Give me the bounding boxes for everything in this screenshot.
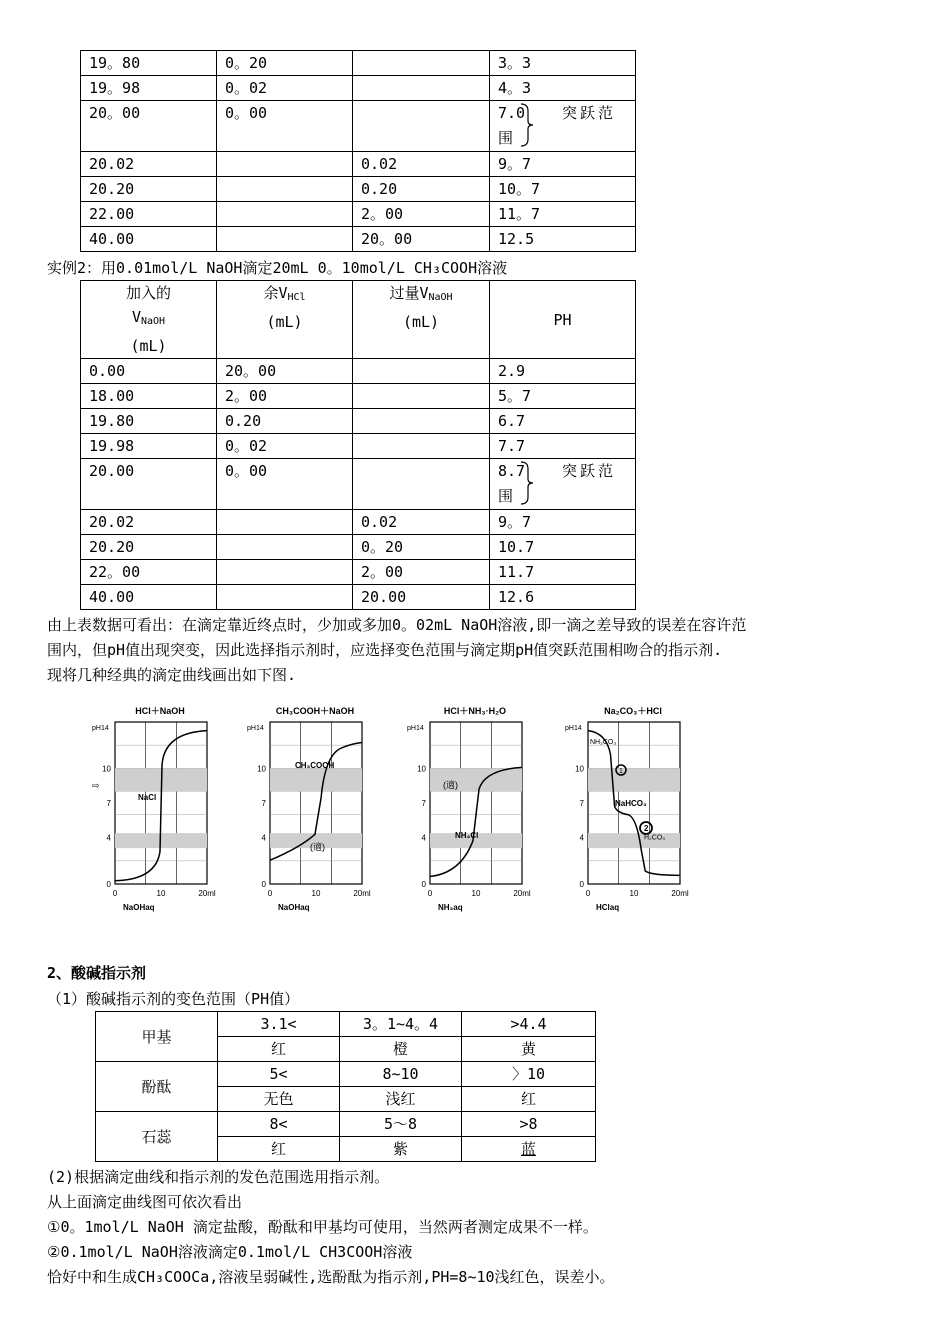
table-cell: [490, 101, 636, 152]
table-cell: 20.02: [81, 510, 217, 535]
paragraph-line-1: 由上表数据可看出：在滴定靠近终点时，少加或多加0。02mL NaOH溶液,即一滴之差导致的误差在容许范: [47, 616, 747, 634]
table-cell: 20。00: [81, 101, 217, 152]
color-cell: 红: [218, 1137, 340, 1162]
chart-title: HCl＋NH₃·H₂O: [443, 706, 507, 716]
chart-ylabel: pH14: [565, 725, 582, 732]
chart-title: Na₂CO₃＋HCl: [604, 706, 662, 716]
table-cell: 19.80: [81, 409, 217, 434]
table-row: [81, 51, 636, 76]
header-exc-v: 过量V: [389, 284, 429, 302]
table-cell: [217, 535, 353, 560]
color-cell: 浅红: [340, 1087, 462, 1112]
marker-2-label: 2: [644, 824, 649, 833]
table-cell: 0。02: [217, 434, 353, 459]
table-row: [81, 76, 636, 101]
ph-range-cell: 3。1~4。4: [340, 1012, 462, 1037]
x-tick-label: 20ml: [671, 889, 689, 898]
note-label: (適): [443, 780, 458, 790]
ph-range-cell: 5～8: [340, 1112, 462, 1137]
note-label: (適): [310, 842, 325, 852]
color-cell: 无色: [218, 1087, 340, 1112]
table-cell: 2。00: [353, 202, 490, 227]
table-cell: 20.02: [81, 152, 217, 177]
table-cell: 20.20: [81, 177, 217, 202]
product-label: NH₄Cl: [455, 831, 479, 840]
color-cell: 黄: [462, 1037, 596, 1062]
titration-table-2: [80, 280, 636, 610]
table-cell: 0。02: [217, 76, 353, 101]
y-tick-label: 10: [575, 764, 584, 774]
indicator-row: [96, 1012, 596, 1037]
x-tick-label: 0: [112, 889, 118, 898]
y-tick-label: 4: [421, 833, 426, 843]
indicator-name: 甲基: [96, 1012, 218, 1062]
chart-xlabel: NaOHaq: [123, 903, 155, 912]
line-b: ①0。1mol/L NaOH 滴定盐酸，酚酞和甲基均可使用，当然两者测定成果不一样。: [47, 1218, 598, 1236]
y-tick-label: 0: [421, 880, 426, 889]
table-cell: [217, 202, 353, 227]
table-cell: [217, 152, 353, 177]
y-tick-label: 10: [102, 764, 111, 774]
table-cell: 11。7: [490, 202, 636, 227]
table-cell: 0.20: [217, 409, 353, 434]
table-cell: 10。7: [490, 177, 636, 202]
titration-chart: [90, 700, 230, 924]
table-row: [81, 434, 636, 459]
table-cell: 0.02: [353, 152, 490, 177]
table-cell: [490, 459, 636, 510]
table-cell: [217, 227, 353, 252]
header-v: V: [131, 308, 141, 326]
header-v-sub: NaOH: [140, 316, 166, 327]
y-tick-label: 0: [261, 880, 266, 889]
table-cell: 0。20: [217, 51, 353, 76]
header-ph: PH: [490, 281, 636, 359]
table-row: [81, 535, 636, 560]
table-cell: 2.9: [490, 359, 636, 384]
ph-value: 7.0: [498, 104, 526, 122]
curve-group: [115, 731, 207, 881]
table-cell: 6.7: [490, 409, 636, 434]
table-row: [81, 227, 636, 252]
ph-range-cell: 8~10: [340, 1062, 462, 1087]
line-a: 从上面滴定曲线图可依次看出: [47, 1193, 243, 1211]
table-cell: 20。00: [217, 359, 353, 384]
indicator-table: [95, 1011, 596, 1162]
table-cell: 2。00: [353, 560, 490, 585]
table-cell: 22.00: [81, 202, 217, 227]
table-row: [81, 152, 636, 177]
y-tick-label: 4: [261, 833, 266, 843]
table-cell: 7.7: [490, 434, 636, 459]
chart-ylabel: pH14: [407, 725, 424, 732]
y-tick-label: 7: [579, 799, 584, 808]
table-row: [81, 585, 636, 610]
table-cell: [353, 384, 490, 409]
y-tick-label: 10: [257, 764, 266, 774]
table-cell: [353, 76, 490, 101]
table-cell: [353, 409, 490, 434]
table-row: [81, 359, 636, 384]
ph-value: 8.7: [498, 462, 526, 480]
table-cell: 20.00: [353, 585, 490, 610]
chart-ylabel: pH14: [92, 725, 109, 732]
header-added-line1: 加入的: [125, 284, 171, 302]
y-tick-label: 7: [261, 799, 266, 808]
table-cell: 12.5: [490, 227, 636, 252]
table-cell: 0。00: [217, 459, 353, 510]
section-title: 2、酸碱指示剂: [47, 964, 147, 982]
color-cell: 红: [462, 1087, 596, 1112]
table-row: [81, 177, 636, 202]
y-tick-label: 10: [417, 764, 426, 774]
phenolphthalein-band: [270, 768, 362, 791]
header-exc-sub: NaOH: [428, 292, 453, 303]
table-cell: 0。00: [217, 101, 353, 152]
table-cell: 0。20: [353, 535, 490, 560]
brace-icon: [520, 103, 534, 147]
indicator-row: [96, 1112, 596, 1137]
y-tick-label: 4: [106, 833, 111, 843]
table-cell: [353, 459, 490, 510]
x-tick-label: 10: [471, 889, 481, 898]
titration-table-1: [80, 50, 636, 252]
table-cell: [353, 51, 490, 76]
header-remaining: [217, 281, 353, 359]
titration-chart: [405, 700, 545, 924]
ph-range-cell: 8<: [218, 1112, 340, 1137]
table-cell: 20。00: [353, 227, 490, 252]
header-rem-sub: HCl: [287, 292, 306, 303]
table-cell: 19。80: [81, 51, 217, 76]
table-cell: 10.7: [490, 535, 636, 560]
product-label: CH₃COOH: [295, 761, 335, 770]
table-cell: 0.20: [353, 177, 490, 202]
chart-xlabel: NaOHaq: [278, 903, 310, 912]
table-row: [81, 510, 636, 535]
product-label: NaHCO₃: [615, 799, 647, 808]
product-label-3: H₂CO₃: [644, 834, 666, 842]
indicator-row: [96, 1062, 596, 1087]
header-unit: (mL): [130, 337, 167, 355]
y-tick-label: 7: [106, 799, 111, 808]
table-cell: 9。7: [490, 152, 636, 177]
x-tick-label: 0: [267, 889, 273, 898]
x-tick-label: 10: [629, 889, 639, 898]
subsection-1: （1）酸碱指示剂的变色范围（PH值）: [47, 990, 300, 1008]
phenolphthalein-band: [588, 768, 680, 791]
arrow-icon: ⇨: [92, 780, 100, 791]
table-cell: 9。7: [490, 510, 636, 535]
x-tick-label: 0: [427, 889, 433, 898]
table-cell: 12.6: [490, 585, 636, 610]
chart-title: CH₃COOH＋NaOH: [275, 706, 355, 716]
table-cell: 40.00: [81, 585, 217, 610]
table-cell: 22。00: [81, 560, 217, 585]
chart-xlabel: HClaq: [596, 903, 620, 912]
indicator-name: 酚酞: [96, 1062, 218, 1112]
x-tick-label: 20ml: [353, 889, 371, 898]
header-rem-unit: (mL): [266, 313, 303, 331]
table-cell: 5。7: [490, 384, 636, 409]
marker-1-label: 1: [619, 768, 623, 775]
ph-range-cell: 3.1<: [218, 1012, 340, 1037]
chart-xlabel: NH₃aq: [438, 903, 463, 912]
x-tick-label: 10: [311, 889, 321, 898]
table-cell: 20.00: [81, 459, 217, 510]
table-cell: 20.20: [81, 535, 217, 560]
table-cell: 3。3: [490, 51, 636, 76]
table-row: [81, 384, 636, 409]
titration-chart: [245, 700, 385, 924]
color-cell: 紫: [340, 1137, 462, 1162]
jump-range-label-2: 围: [498, 129, 514, 147]
paragraph-line-2: 围内，但pH值出现突变，因此选择指示剂时，应选择变色范围与滴定期pH值突跃范围相吻合的指示剂.: [47, 641, 723, 659]
table-cell: [353, 359, 490, 384]
table-cell: [353, 101, 490, 152]
table-header-row: [81, 281, 636, 359]
header-excess: [353, 281, 490, 359]
ph-range-cell: >4.4: [462, 1012, 596, 1037]
jump-range-label: 突跃范: [562, 462, 617, 480]
header-added: [81, 281, 217, 359]
table-cell: 4。3: [490, 76, 636, 101]
product-label: NaCl: [138, 793, 157, 802]
table-cell: 0.02: [353, 510, 490, 535]
paragraph-line-3: 现将几种经典的滴定曲线画出如下图.: [47, 666, 297, 684]
color-cell: 蓝: [462, 1137, 596, 1162]
table-cell: 11.7: [490, 560, 636, 585]
jump-range-label-2: 围: [498, 487, 514, 505]
x-tick-label: 0: [585, 889, 591, 898]
ph-range-cell: >8: [462, 1112, 596, 1137]
ph-range-cell: 〉10: [462, 1062, 596, 1087]
plot-frame: [270, 722, 362, 884]
jump-range-label: 突跃范: [562, 104, 617, 122]
table-cell: 0.00: [81, 359, 217, 384]
example2-caption: 实例2：用0.01mol/L NaOH滴定20mL 0。10mol/L CH₃COOH溶液: [47, 259, 508, 277]
table-row: [81, 101, 636, 152]
table-cell: [217, 585, 353, 610]
brace-icon: [520, 461, 534, 505]
y-tick-label: 7: [421, 799, 426, 808]
plot-frame: [430, 722, 522, 884]
table-cell: 19.98: [81, 434, 217, 459]
table-cell: [217, 560, 353, 585]
table-cell: [217, 177, 353, 202]
indicator-name: 石蕊: [96, 1112, 218, 1162]
chart-ylabel: pH14: [247, 725, 264, 732]
y-tick-label: 4: [579, 833, 584, 843]
header-exc-unit: (mL): [402, 313, 440, 331]
table-cell: 40.00: [81, 227, 217, 252]
x-tick-label: 10: [156, 889, 166, 898]
ph-range-cell: 5<: [218, 1062, 340, 1087]
table-cell: [353, 434, 490, 459]
table-cell: 18.00: [81, 384, 217, 409]
titration-chart: [563, 700, 703, 924]
line-c: ②0.1mol/L NaOH溶液滴定0.1mol/L CH3COOH溶液: [47, 1243, 413, 1261]
header-rem-v: 余V: [263, 284, 288, 302]
titration-curve: [115, 731, 207, 881]
methyl-band: [588, 833, 680, 848]
table-row: [81, 202, 636, 227]
table-row: [81, 459, 636, 510]
color-cell: 红: [218, 1037, 340, 1062]
table-row: [81, 560, 636, 585]
subsection-2: (2)根据滴定曲线和指示剂的发色范围选用指示剂。: [47, 1168, 390, 1186]
y-tick-label: 0: [579, 880, 584, 889]
line-d: 恰好中和生成CH₃COOCa,溶液呈弱碱性,选酚酞为指示剂,PH=8~10浅红色，误差小。: [47, 1268, 615, 1286]
x-tick-label: 20ml: [513, 889, 531, 898]
color-cell: 橙: [340, 1037, 462, 1062]
x-tick-label: 20ml: [198, 889, 216, 898]
table-cell: 19。98: [81, 76, 217, 101]
table-cell: 2。00: [217, 384, 353, 409]
chart-title: HCl＋NaOH: [135, 706, 185, 716]
table-cell: [217, 510, 353, 535]
table-row: [81, 409, 636, 434]
product-label-2: NH₂CO₃: [590, 739, 617, 746]
y-tick-label: 0: [106, 880, 111, 889]
